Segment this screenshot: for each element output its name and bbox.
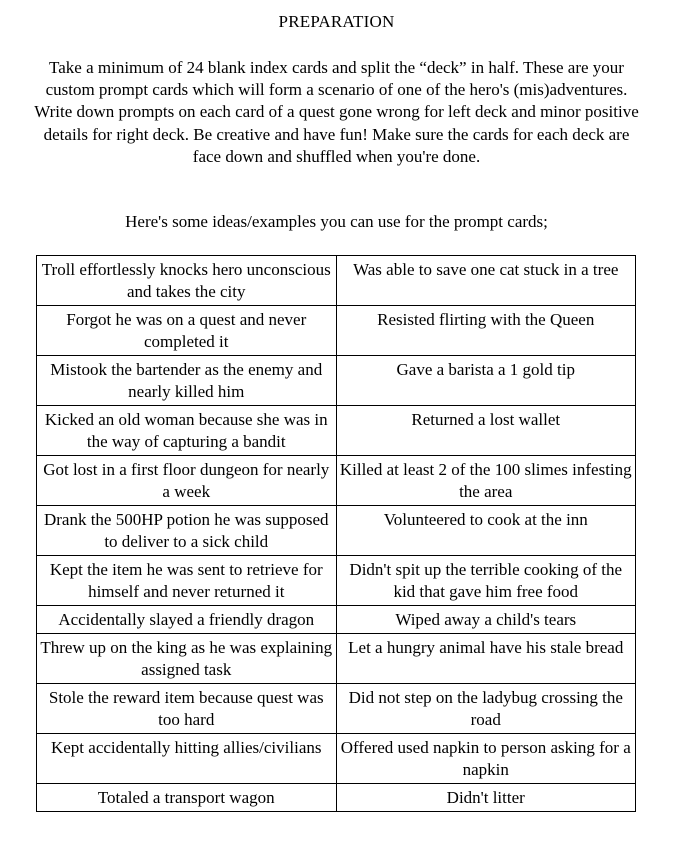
quest-gone-wrong-cell: Kicked an old woman because she was in the way of capturing a bandit (37, 406, 337, 456)
positive-detail-cell: Gave a barista a 1 gold tip (336, 356, 636, 406)
quest-gone-wrong-cell: Drank the 500HP potion he was supposed to deliver to a sick child (37, 506, 337, 556)
positive-detail-cell: Didn't litter (336, 784, 636, 812)
table-row (37, 556, 636, 606)
table-row (37, 256, 636, 306)
quest-gone-wrong-cell: Accidentally slayed a friendly dragon (37, 606, 337, 634)
page-title: PREPARATION (278, 12, 395, 31)
positive-detail-cell: Offered used napkin to person asking for a napkin (336, 734, 636, 784)
quest-gone-wrong-cell: Forgot he was on a quest and never completed it (37, 306, 337, 356)
quest-gone-wrong-cell: Got lost in a first floor dungeon for nearly a week (37, 456, 337, 506)
positive-detail-cell: Resisted flirting with the Queen (336, 306, 636, 356)
positive-detail-cell: Let a hungry animal have his stale bread (336, 634, 636, 684)
table-row (37, 356, 636, 406)
positive-detail-cell: Didn't spit up the terrible cooking of the kid that gave him free food (336, 556, 636, 606)
table-row (37, 606, 636, 634)
positive-detail-cell: Volunteered to cook at the inn (336, 506, 636, 556)
table-row (37, 784, 636, 812)
quest-gone-wrong-cell: Kept the item he was sent to retrieve for himself and never returned it (37, 556, 337, 606)
intro-paragraph: Take a minimum of 24 blank index cards and split the “deck” in half. These are your custom prompt cards which will form a scenario of one of the hero's (mis)adventures. Write down prompts on each card of a quest gone wrong for left deck and minor positive details for right deck. Be creative and have fun! Make sure the cards for each deck are face down and shuffled when you're done. (34, 58, 639, 166)
quest-gone-wrong-cell: Stole the reward item because quest was too hard (37, 684, 337, 734)
table-row (37, 634, 636, 684)
table-row (37, 684, 636, 734)
quest-gone-wrong-cell: Mistook the bartender as the enemy and nearly killed him (37, 356, 337, 406)
positive-detail-cell: Killed at least 2 of the 100 slimes infesting the area (336, 456, 636, 506)
table-row (37, 506, 636, 556)
positive-detail-cell: Did not step on the ladybug crossing the road (336, 684, 636, 734)
table-row (37, 734, 636, 784)
positive-detail-cell: Returned a lost wallet (336, 406, 636, 456)
quest-gone-wrong-cell: Totaled a transport wagon (37, 784, 337, 812)
prompt-cards-table (36, 255, 636, 812)
quest-gone-wrong-cell: Kept accidentally hitting allies/civilians (37, 734, 337, 784)
table-row (37, 456, 636, 506)
positive-detail-cell: Wiped away a child's tears (336, 606, 636, 634)
quest-gone-wrong-cell: Threw up on the king as he was explaining assigned task (37, 634, 337, 684)
quest-gone-wrong-cell: Troll effortlessly knocks hero unconscious and takes the city (37, 256, 337, 306)
examples-intro: Here's some ideas/examples you can use for the prompt cards; (125, 212, 548, 231)
table-row (37, 306, 636, 356)
positive-detail-cell: Was able to save one cat stuck in a tree (336, 256, 636, 306)
table-row (37, 406, 636, 456)
